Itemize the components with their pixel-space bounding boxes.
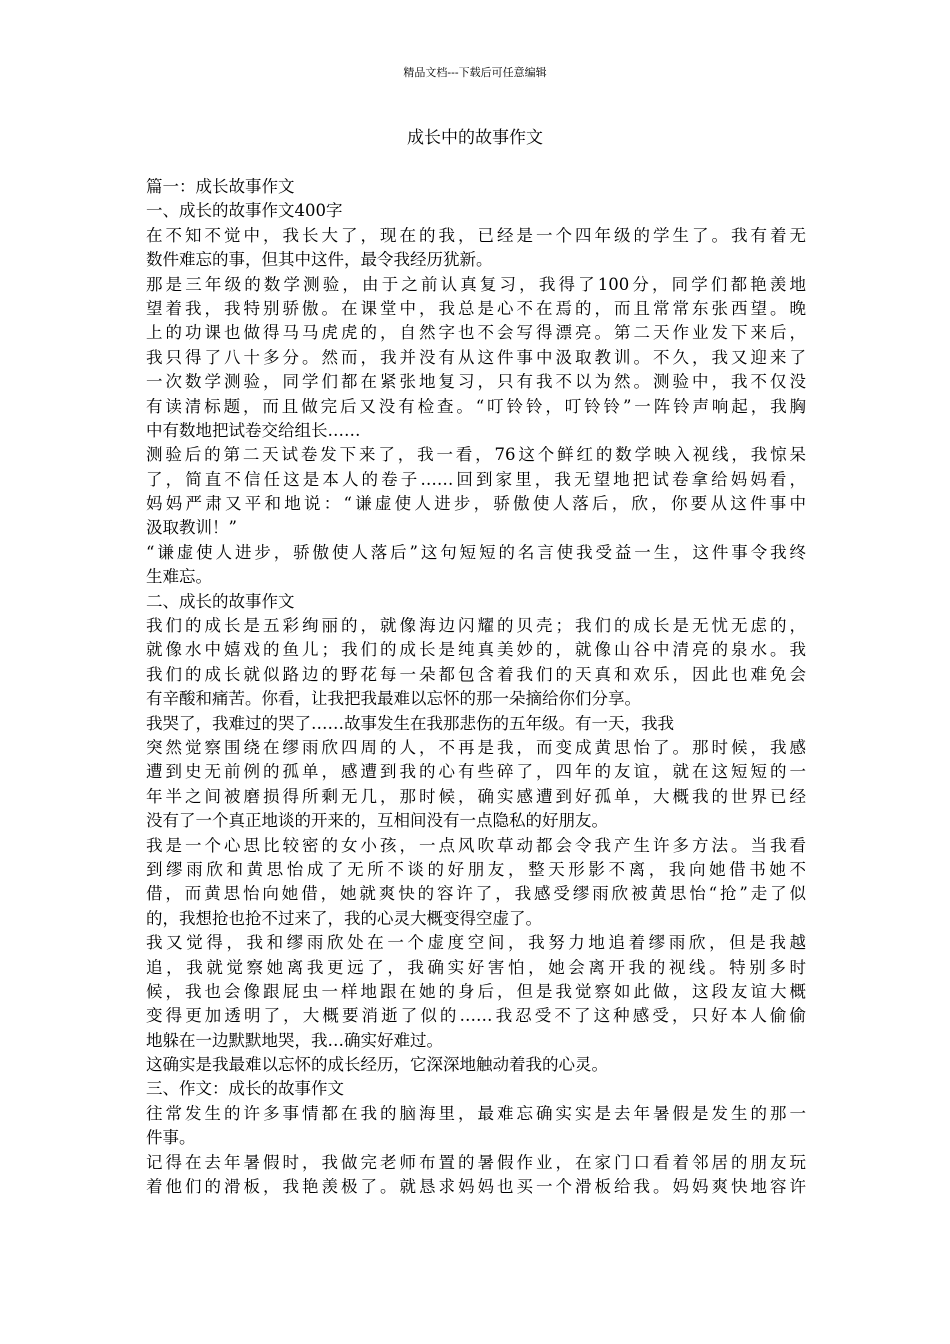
text-line: 件事。 — [146, 1128, 196, 1148]
text-line: 有读清标题，而且做完后又没有检查。“叮铃铃，叮铃铃”一阵铃声响起，我胸 — [146, 396, 806, 416]
text-line: 数件难忘的事，但其中这件，最令我经历犹新。 — [146, 250, 493, 270]
text-line: “谦虚使人进步，骄傲使人落后”这句短短的名言使我受益一生，这件事令我终 — [146, 542, 806, 562]
text-line: 三、作文：成长的故事作文 — [146, 1079, 344, 1099]
text-line: 上的功课也做得马马虎虎的，自然字也不会写得漂亮。第二天作业发下来后， — [146, 323, 806, 343]
text-line: 测验后的第二天试卷发下来了，我一看，76这个鲜红的数学映入视线，我惊呆 — [146, 445, 806, 465]
document-title: 成长中的故事作文 — [407, 128, 543, 148]
text-line: 生难忘。 — [146, 567, 212, 587]
text-line: 有辛酸和痛苦。你看，让我把我最难以忘怀的那一朵摘给你们分享。 — [146, 689, 641, 709]
text-line: 借，而黄思怡向她借，她就爽快的容许了，我感受缪雨欣被黄思怡“抢”走了似 — [146, 884, 806, 904]
text-line: 篇一：成长故事作文 — [146, 177, 295, 196]
text-line: 着他们的滑板，我艳羡极了。就恳求妈妈也买一个滑板给我。妈妈爽快地容许 — [146, 1177, 806, 1197]
text-line: 突然觉察围绕在缪雨欣四周的人，不再是我，而变成黄思怡了。那时候，我感 — [146, 737, 806, 757]
text-line: 遭到史无前例的孤单，感遭到我的心有些碎了，四年的友谊，就在这短短的一 — [146, 762, 806, 782]
text-line: 年半之间被磨损得所剩无几，那时候，确实感遭到好孤单，大概我的世界已经 — [146, 786, 806, 806]
text-line: 二、成长的故事作文 — [146, 591, 295, 611]
text-line: 追，我就觉察她离我更远了，我确实好害怕，她会离开我的视线。特别多时 — [146, 957, 806, 977]
text-line: 那是三年级的数学测验，由于之前认真复习，我得了100分，同学们都艳羡地 — [146, 274, 806, 294]
text-line: 地躲在一边默默地哭，我…确实好难过。 — [146, 1030, 443, 1050]
text-line: 到缪雨欣和黄思怡成了无所不谈的好朋友，整天形影不离，我向她借书她不 — [146, 859, 806, 879]
text-line: 汲取教训！” — [146, 518, 237, 538]
text-line: 我哭了，我难过的哭了……故事发生在我那悲伤的五年级。有一天，我我 — [146, 713, 674, 733]
document-body — [146, 175, 806, 1199]
text-line: 一、成长的故事作文400字 — [146, 201, 343, 221]
text-line: 记得在去年暑假时，我做完老师布置的暑假作业，在家门口看着邻居的朋友玩 — [146, 1152, 806, 1172]
text-line: 没有了一个真正地谈的开来的，互相间没有一点隐私的好朋友。 — [146, 811, 608, 831]
text-line: 这确实是我最难以忘怀的成长经历，它深深地触动着我的心灵。 — [146, 1055, 608, 1075]
text-line: 往常发生的许多事情都在我的脑海里，最难忘确实实是去年暑假是发生的那一 — [146, 1103, 806, 1123]
text-line: 候，我也会像跟屁虫一样地跟在她的身后，但是我觉察如此做，这段友谊大概 — [146, 981, 806, 1001]
text-line: 就像水中嬉戏的鱼儿；我们的成长是纯真美妙的，就像山谷中清亮的泉水。我 — [146, 640, 806, 660]
text-line: 望着我，我特别骄傲。在课堂中，我总是心不在焉的，而且常常东张西望。晚 — [146, 298, 806, 318]
text-line: 在不知不觉中，我长大了，现在的我，已经是一个四年级的学生了。我有着无 — [146, 225, 806, 245]
text-line: 我是一个心思比较密的女小孩，一点风吹草动都会令我产生许多方法。当我看 — [146, 835, 806, 855]
page-header-note: 精品文档---下载后可任意编辑 — [403, 66, 547, 79]
text-line: 变得更加透明了，大概要消逝了似的……我忍受不了这种感受，只好本人偷偷 — [146, 1006, 806, 1026]
text-line: 我只得了八十多分。然而，我并没有从这件事中汲取教训。不久，我又迎来了 — [146, 347, 806, 367]
text-line: 我们的成长是五彩绚丽的，就像海边闪耀的贝壳；我们的成长是无忧无虑的， — [146, 616, 806, 636]
text-line: 中有数地把试卷交给组长…… — [146, 420, 361, 440]
text-line: 了，简直不信任这是本人的卷子……回到家里，我无望地把试卷拿给妈妈看， — [146, 469, 806, 489]
text-line: 一次数学测验，同学们都在紧张地复习，只有我不以为然。测验中，我不仅没 — [146, 372, 806, 392]
text-line: 妈妈严肃又平和地说：“谦虚使人进步，骄傲使人落后，欣，你要从这件事中 — [146, 494, 806, 514]
text-line: 我们的成长就似路边的野花每一朵都包含着我们的天真和欢乐，因此也难免会 — [146, 664, 806, 684]
text-line: 我又觉得，我和缪雨欣处在一个虚度空间，我努力地追着缪雨欣，但是我越 — [146, 933, 806, 953]
text-line: 的，我想抢也抢不过来了，我的心灵大概变得空虚了。 — [146, 908, 542, 928]
